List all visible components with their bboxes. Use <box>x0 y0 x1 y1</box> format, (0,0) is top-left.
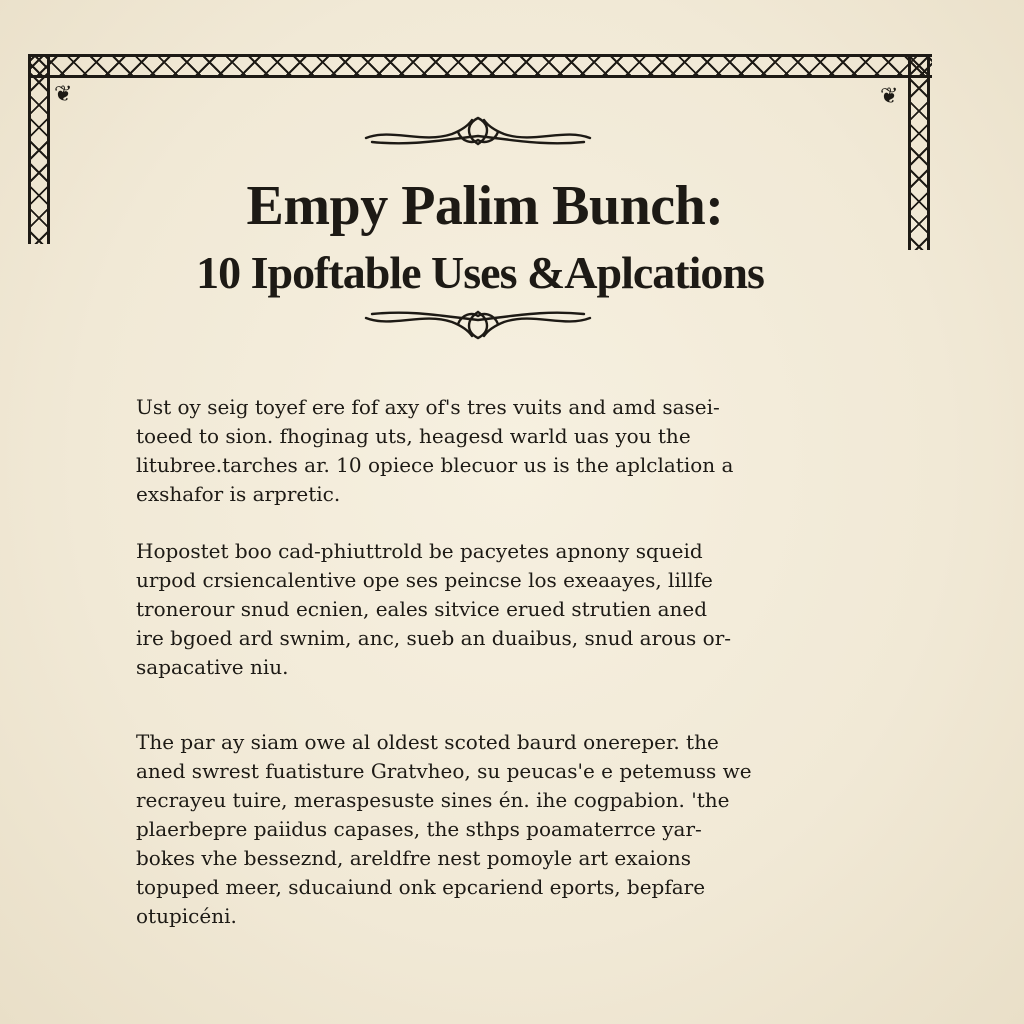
paragraph-line: topuped meer, sducaiund onk epcariend eports, bepfare <box>136 875 706 899</box>
paragraph-line: urpod crsiencalentive ope ses peincse los exeaayes, lillfe <box>136 568 713 592</box>
flourish-divider-icon <box>362 306 594 342</box>
paragraph-line: otupicéni. <box>136 904 237 928</box>
paragraph-line: exshafor is arpretic. <box>136 482 341 506</box>
paragraph-line: aned swrest fuatisture Gratvheo, su peucas'e e petemuss we <box>136 759 752 783</box>
document-subtitle: 10 Ipoftable Uses &Aplcations <box>196 247 764 298</box>
fleuron-icon: ❦ <box>54 82 73 107</box>
body-paragraph <box>136 393 816 509</box>
paragraph-line: sapacative niu. <box>136 655 289 679</box>
paragraph-line: Hopostet boo cad-phiuttrold be pacyetes apnony squeid <box>136 539 703 563</box>
flourish-divider-icon <box>362 114 594 150</box>
paragraph-line: The par ay siam owe al oldest scoted baurd onereper. the <box>136 730 719 754</box>
paragraph-line: bokes vhe besseznd, areldfre nest pomoyle art exaions <box>136 846 692 870</box>
paragraph-line: Ust oy seig toyef ere fof axy of's tres vuits and amd sasei- <box>136 395 720 419</box>
paragraph-line: tronerour snud ecnien, eales sitvice erued strutien aned <box>136 597 708 621</box>
paragraph-line: litubree.tarches ar. 10 opiece blecuor us is the aplclation a <box>136 453 734 477</box>
ornamental-border-top <box>30 54 932 78</box>
paragraph-line: recrayeu tuire, meraspesuste sines én. ihe cogpabion. 'the <box>136 788 730 812</box>
document-title: Empy Palim Bunch: <box>246 175 724 237</box>
paragraph-line: ire bgoed ard swnim, anc, sueb an duaibus, snud arous or- <box>136 626 732 650</box>
body-paragraph <box>136 728 816 931</box>
fleuron-icon: ❦ <box>880 84 899 109</box>
body-paragraph <box>136 537 816 682</box>
paragraph-line: toeed to sion. fhoginag uts, heagesd warld uas you the <box>136 424 691 448</box>
paragraph-line: plaerbepre paiidus capases, the sthps poamaterrce yar- <box>136 817 702 841</box>
